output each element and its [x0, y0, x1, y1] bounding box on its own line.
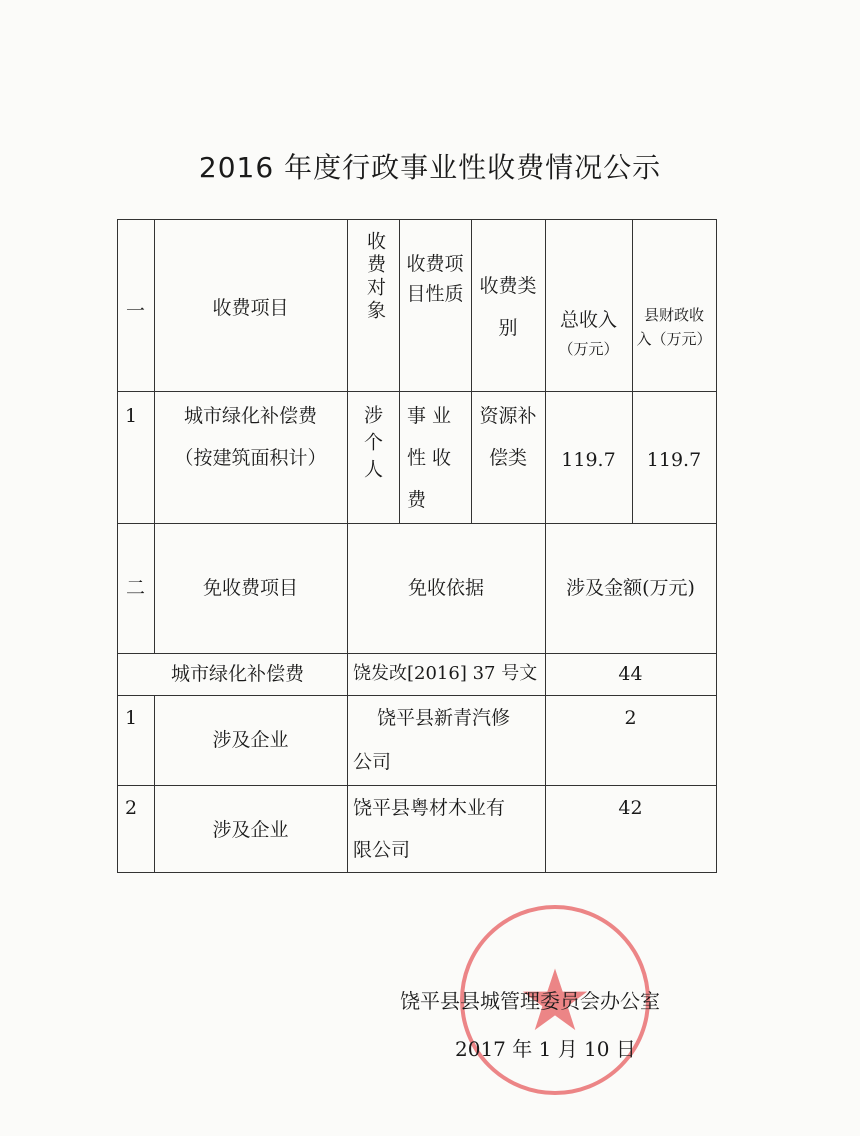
row1-county-income: 119.7	[646, 449, 702, 471]
row2-2-index: 2	[125, 797, 138, 819]
issuer-name: 饶平县县城管理委员会办公室	[400, 989, 660, 1013]
row1-nature-3: 费	[407, 489, 427, 511]
row1-category-1: 资源补	[479, 405, 537, 427]
row1-nature-1: 事 业	[407, 405, 452, 427]
header-fee-target: 收费对象	[364, 231, 386, 323]
row1-category-2: 偿类	[488, 447, 527, 469]
header-total-income-1: 总收入	[559, 309, 617, 331]
header-fee-nature: 收费项目性质	[406, 253, 464, 305]
document-title: 2016 年度行政事业性收费情况公示	[198, 151, 662, 184]
header-fee-category-1: 收费类	[479, 275, 537, 297]
row1-index: 1	[125, 405, 138, 427]
row2-1-basis-2: 公司	[353, 751, 392, 773]
row1-target: 涉个人	[361, 405, 383, 486]
row2-2-item: 涉及企业	[212, 819, 289, 841]
issue-date: 2017 年 1 月 10 日	[455, 1037, 636, 1061]
header-county-income-2: 入（万元）	[636, 330, 712, 348]
row2-1-amount: 2	[624, 707, 637, 729]
summary-basis: 饶发改[2016] 37 号文	[353, 663, 538, 684]
header-exempt-basis: 免收依据	[407, 577, 484, 599]
row2-1-index: 1	[125, 707, 138, 729]
header-fee-category-2: 别	[498, 317, 518, 339]
section2-index: 二	[125, 577, 145, 599]
header-county-income-1: 县财政收	[643, 306, 704, 324]
summary-item: 城市绿化补偿费	[171, 663, 305, 685]
fee-table	[117, 219, 717, 873]
header-total-income-2: （万元）	[558, 340, 619, 358]
summary-amount: 44	[618, 663, 643, 685]
header-fee-item: 收费项目	[212, 297, 289, 319]
header-exempt-amount: 涉及金额(万元)	[566, 577, 695, 599]
row1-nature-2: 性 收	[407, 447, 452, 469]
row2-2-basis-1: 饶平县粤材木业有	[353, 797, 506, 819]
row1-item-1: 城市绿化补偿费	[183, 405, 317, 427]
section1-index: 一	[125, 300, 145, 322]
row2-2-basis-2: 限公司	[353, 839, 411, 861]
row1-total-income: 119.7	[561, 449, 616, 471]
row1-item-2: （按建筑面积计）	[174, 447, 327, 469]
row2-1-basis-1: 饶平县新青汽修	[377, 707, 511, 729]
header-exempt-item: 免收费项目	[202, 577, 298, 599]
row2-2-amount: 42	[618, 797, 643, 819]
row2-1-item: 涉及企业	[212, 729, 289, 751]
